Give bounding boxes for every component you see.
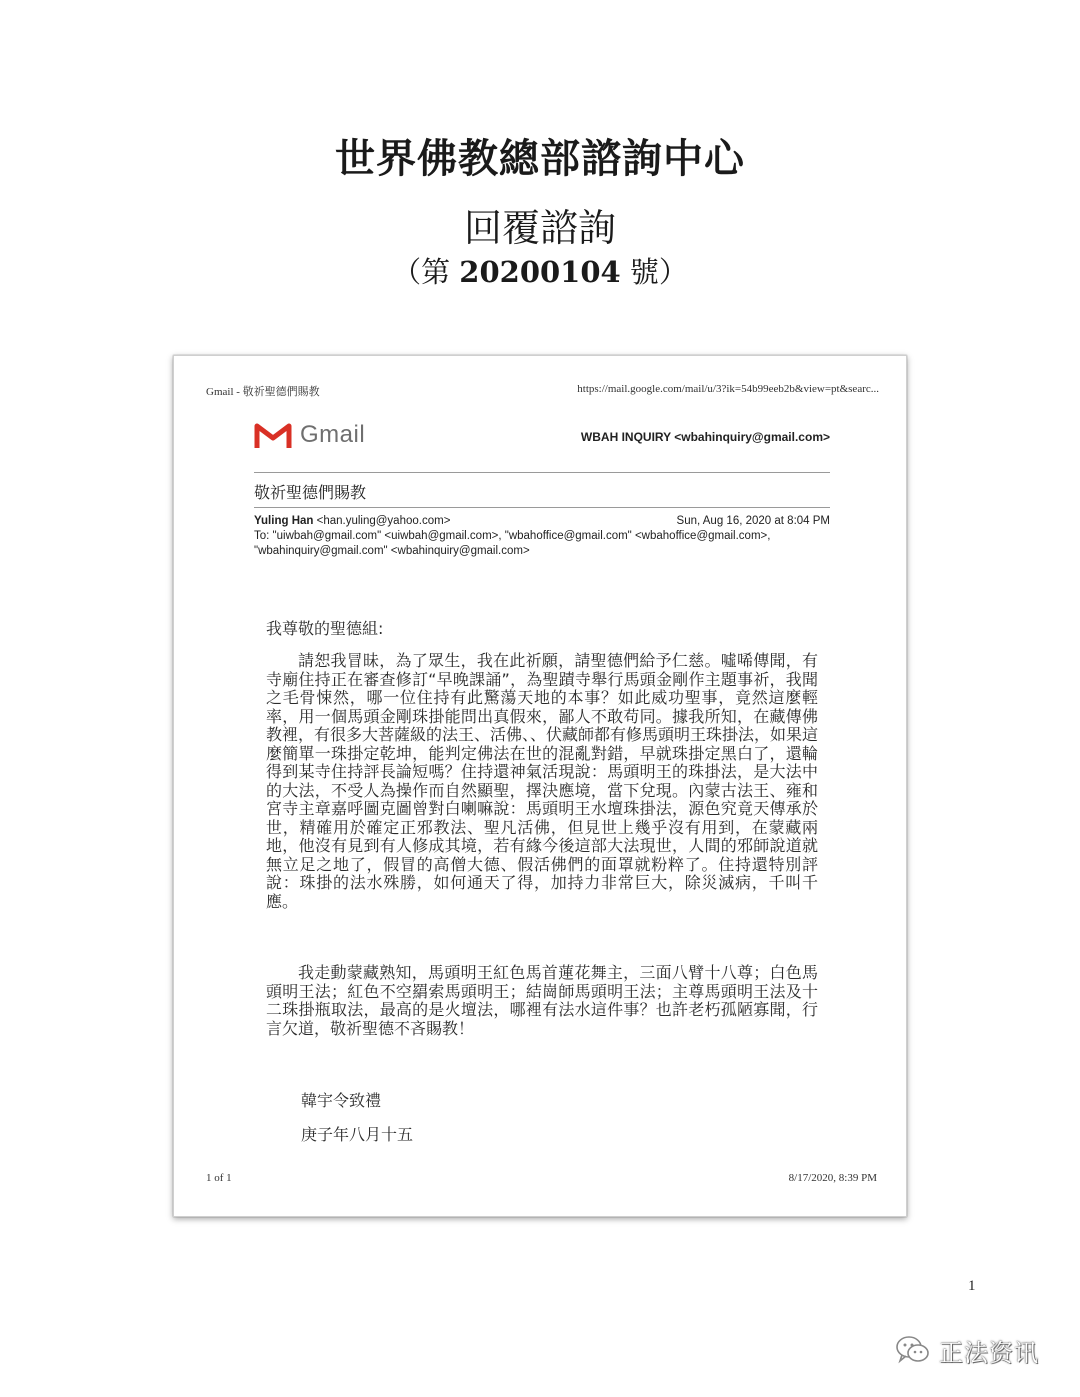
ref-open: （第 bbox=[392, 255, 460, 289]
gmail-logo bbox=[254, 420, 365, 450]
email-salutation: 我尊敬的聖德組: bbox=[266, 619, 384, 638]
reference-number bbox=[0, 252, 1080, 292]
email-printout bbox=[173, 355, 907, 1217]
ref-close: 號） bbox=[620, 255, 688, 289]
email-signoff: 韓宇令致禮 bbox=[301, 1091, 382, 1110]
divider bbox=[254, 472, 830, 473]
paragraph-1-text: 請恕我冒昧，為了眾生，我在此祈願，請聖德們給予仁慈。噓唏傳聞，有寺廟住持正在審查修訂“早晚課誦”，為聖蹟寺舉行馬頭金剛作主題事祈，我聞之毛骨悚然，哪一位住持有此驚蕩天地的本事？如此威功聖事，竟然這麼輕率，用一個馬頭金剛珠掛能問出真假來，鄙人不敢苟同。據我所知，在藏傳佛教裡，有很多大菩薩級的法王、活佛、、伏藏師都有修馬頭明王珠掛法，如果這麼簡單一珠掛定乾坤，能判定佛法在世的混亂對錯，早就珠掛定黑白了，還輪得到某寺住持評長論短嗎？住持還神氣活現說：馬頭明王的珠掛法，是大法中的大法，不受人為操作而自然顯聖，擇決應境，當下兌現。內蒙古法王、雍和宮寺主章嘉呼圖克圖曾對白喇嘛說：馬頭明王水壇珠掛法，源色究竟天傳承於世，精確用於確定正邪教法、聖凡活佛，但見世上幾乎沒有用到，在蒙藏兩地，他沒有見到有人修成其境，若有緣今後這部大法現世，人間的邪師說道就無立足之地了，假冒的高僧大德、假活佛們的面罩就粉粹了。住持還特別評說：珠掛的法水殊勝，如何通天了得，加持力非常巨大，除災滅病，千叫千應。 bbox=[266, 651, 819, 911]
watermark-text: 正法资讯 bbox=[939, 1338, 1039, 1367]
watermark bbox=[895, 1330, 1039, 1370]
gmail-m-icon bbox=[254, 421, 292, 449]
email-paragraph-2 bbox=[266, 964, 818, 1038]
page-number: 1 bbox=[968, 1278, 976, 1294]
page-subtitle: 回覆諮詢 bbox=[463, 206, 616, 250]
email-to-line-2: "wbahinquiry@gmail.com" <wbahinquiry@gmail.com> bbox=[254, 545, 530, 557]
print-header-title: Gmail - 敬祈聖德們賜教 bbox=[206, 386, 320, 398]
email-subject: 敬祈聖德們賜教 bbox=[254, 483, 367, 502]
gmail-logo-text: Gmail bbox=[300, 421, 366, 448]
email-from-line bbox=[254, 514, 830, 529]
ref-number: 20200104 bbox=[459, 255, 621, 289]
email-date: Sun, Aug 16, 2020 at 8:04 PM bbox=[676, 515, 830, 527]
sender-email: <han.yuling@yahoo.com> bbox=[313, 515, 451, 527]
divider bbox=[254, 507, 830, 508]
print-header-url: https://mail.google.com/mail/u/3?ik=54b99eeb2b&view=pt&searc... bbox=[577, 383, 879, 395]
email-paragraph-1 bbox=[266, 652, 818, 911]
paragraph-2-text: 我走動蒙藏熟知，馬頭明王紅色馬首蓮花舞主，三面八臂十八尊；白色馬頭明王法；紅色不空羂索馬頭明王；結崗師馬頭明王法；主尊馬頭明王法及十二珠掛瓶取法，最高的是火壇法，哪裡有法水這件事？也許老朽孤陋寡聞，行言欠道，敬祈聖德不吝賜教！ bbox=[266, 963, 818, 1038]
print-footer-pages: 1 of 1 bbox=[206, 1172, 232, 1184]
page-title: 世界佛教總部諮詢中心 bbox=[335, 135, 745, 182]
print-footer-timestamp: 8/17/2020, 8:39 PM bbox=[788, 1172, 877, 1184]
email-sign-date: 庚子年八月十五 bbox=[301, 1125, 414, 1144]
email-to-line: To: "uiwbah@gmail.com" <uiwbah@gmail.com>, "wbahoffice@gmail.com" <wbahoffice@gmail.com>, bbox=[254, 530, 771, 542]
account-label: WBAH INQUIRY <wbahinquiry@gmail.com> bbox=[580, 430, 830, 444]
wechat-icon bbox=[895, 1334, 931, 1366]
sender-name: Yuling Han bbox=[254, 515, 314, 527]
